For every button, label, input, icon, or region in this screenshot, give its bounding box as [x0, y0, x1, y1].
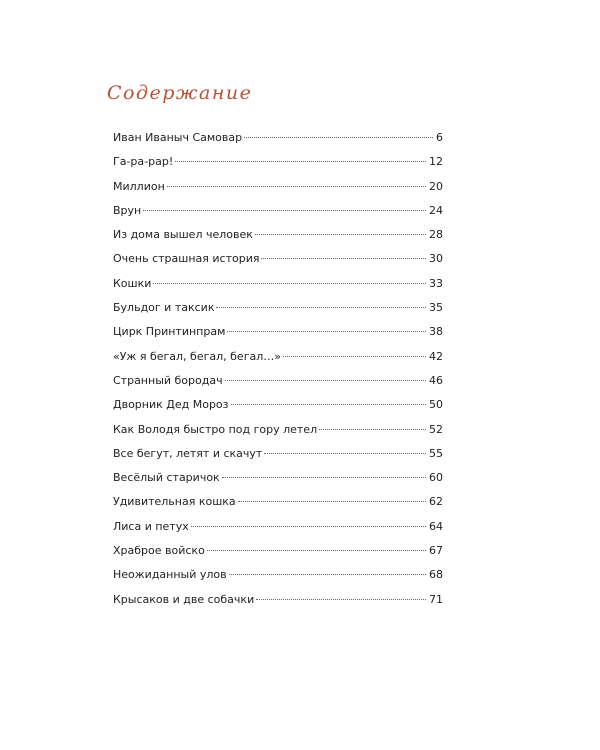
dot-leader [167, 186, 426, 187]
dot-leader [153, 283, 426, 284]
toc-entry-page: 28 [429, 228, 443, 242]
toc-entry[interactable] [113, 199, 443, 223]
toc-entry-page: 62 [429, 495, 443, 509]
toc-entry-title: Миллион [113, 179, 165, 193]
toc-entry-title: «Уж я бегал, бегал, бегал…» [113, 349, 281, 363]
toc-entry[interactable] [113, 247, 443, 271]
toc-entry-page: 71 [429, 592, 443, 606]
dot-leader [175, 161, 426, 162]
toc-entry-title: Из дома вышел человек [113, 228, 253, 242]
toc-entry-title: Врун [113, 203, 142, 217]
toc-entry-title: Га-ра-рар! [113, 155, 174, 169]
toc-entry[interactable] [113, 588, 443, 612]
dot-leader [264, 453, 426, 454]
toc-entry[interactable] [113, 490, 443, 514]
toc-entry-title: Бульдог и таксик [113, 301, 215, 315]
toc-heading: Содержание [107, 82, 253, 104]
toc-entry-page: 6 [436, 131, 443, 144]
toc-entry-title: Неожиданный улов [113, 568, 227, 582]
toc-entry-page: 46 [429, 373, 443, 387]
toc-entry-title: Храброе войско [113, 544, 205, 558]
toc-entry[interactable] [113, 539, 443, 563]
toc-entry-page: 12 [429, 155, 443, 169]
toc-entry-title: Дворник Дед Мороз [113, 398, 229, 412]
toc-entry-title: Кошки [113, 276, 152, 290]
toc-entry[interactable] [113, 175, 443, 199]
toc-entry[interactable] [113, 320, 443, 344]
dot-leader [319, 429, 426, 430]
toc-entry[interactable] [113, 369, 443, 393]
toc-entry-title: Крысаков и две собачки [113, 592, 255, 606]
dot-leader [283, 356, 426, 357]
toc-entry-page: 67 [429, 544, 443, 558]
toc-entry-page: 38 [429, 325, 443, 339]
toc-entry-page: 55 [429, 446, 443, 460]
dot-leader [191, 526, 426, 527]
toc-entry[interactable] [113, 442, 443, 466]
toc-entry[interactable] [113, 563, 443, 587]
toc-entry-page: 50 [429, 398, 443, 412]
toc-entry[interactable] [113, 150, 443, 174]
toc-entry[interactable] [113, 126, 443, 150]
dot-leader [216, 307, 426, 308]
toc-entry-page: 60 [429, 471, 443, 485]
dot-leader [225, 380, 426, 381]
dot-leader [261, 258, 426, 259]
toc-entry-page: 24 [429, 203, 443, 217]
dot-leader [227, 331, 426, 332]
toc-entry-page: 42 [429, 349, 443, 363]
toc-entry[interactable] [113, 393, 443, 417]
toc-entry-title: Иван Иваныч Самовар [113, 131, 243, 144]
dot-leader [143, 210, 426, 211]
dot-leader [207, 550, 426, 551]
dot-leader [256, 599, 426, 600]
toc-entry-title: Как Володя быстро под гору летел [113, 422, 318, 436]
toc-entry[interactable] [113, 515, 443, 539]
toc-entry[interactable] [113, 223, 443, 247]
toc-entry-page: 52 [429, 422, 443, 436]
toc-entry-page: 30 [429, 252, 443, 266]
toc-entry[interactable] [113, 272, 443, 296]
dot-leader [222, 477, 426, 478]
toc-entry-page: 33 [429, 276, 443, 290]
toc-entry[interactable] [113, 296, 443, 320]
dot-leader [229, 574, 426, 575]
toc-entry[interactable] [113, 466, 443, 490]
toc-entry-title: Цирк Принтинпрам [113, 325, 226, 339]
dot-leader [244, 137, 433, 138]
toc-entry[interactable] [113, 418, 443, 442]
toc-entry-title: Весёлый старичок [113, 471, 220, 485]
toc-entry[interactable] [113, 345, 443, 369]
toc-entry-page: 64 [429, 519, 443, 533]
toc-entry-title: Все бегут, летят и скачут [113, 446, 263, 460]
toc-entry-title: Удивительная кошка [113, 495, 236, 509]
table-of-contents [113, 126, 443, 612]
toc-entry-page: 68 [429, 568, 443, 582]
toc-entry-title: Странный бородач [113, 373, 223, 387]
dot-leader [238, 501, 426, 502]
toc-entry-page: 35 [429, 301, 443, 315]
dot-leader [255, 234, 426, 235]
toc-entry-title: Лиса и петух [113, 519, 189, 533]
toc-entry-page: 20 [429, 179, 443, 193]
dot-leader [231, 404, 426, 405]
toc-entry-title: Очень страшная история [113, 252, 260, 266]
